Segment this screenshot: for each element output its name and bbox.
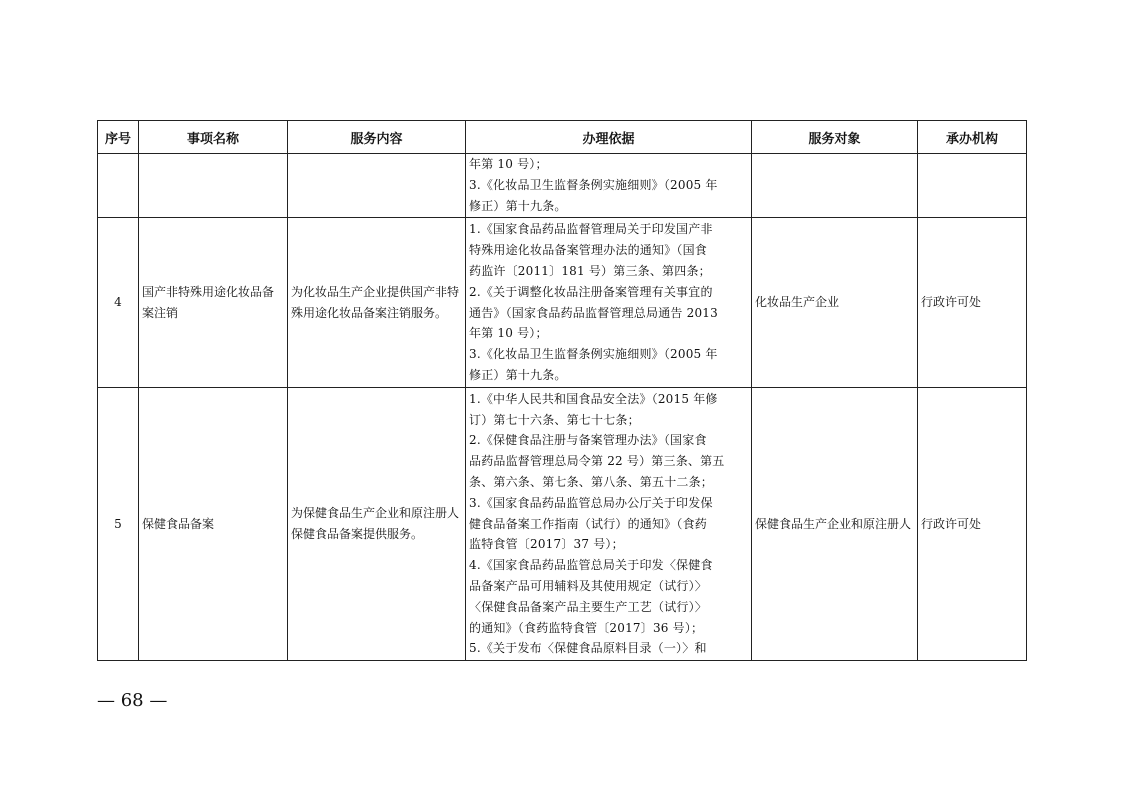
basis-line: 修正）第十九条。 <box>469 367 567 382</box>
basis-line: 的通知》（食药监特食管〔2017〕36 号）； <box>469 620 704 635</box>
service-items-table <box>97 120 1027 661</box>
page-number: — 68 — <box>97 690 168 711</box>
header-agency: 承办机构 <box>918 121 1027 154</box>
basis-line: 品备案产品可用辅料及其使用规定（试行）〉 <box>469 578 708 593</box>
row-legal-basis <box>466 388 752 661</box>
basis-line: 3.《化妆品卫生监督条例实施细则》（2005 年 <box>469 347 718 362</box>
basis-line: 〈保健食品备案产品主要生产工艺（试行）〉 <box>469 599 708 614</box>
header-legal-basis: 办理依据 <box>466 121 752 154</box>
row-legal-basis <box>466 218 752 388</box>
basis-line: 4.《国家食品药品监管总局关于印发〈保健食 <box>469 558 713 573</box>
row-legal-basis <box>466 154 752 218</box>
row-service-target <box>752 154 918 218</box>
table-row <box>98 388 1027 661</box>
basis-line: 2.《保健食品注册与备案管理办法》（国家食 <box>469 433 707 448</box>
row-service-content: 为保健食品生产企业和原注册人保健食品备案提供服务。 <box>288 388 466 661</box>
row-service-content <box>288 154 466 218</box>
row-agency <box>918 154 1027 218</box>
basis-line: 订）第七十六条、第七十七条； <box>469 412 640 427</box>
row-item-name <box>139 154 288 218</box>
row-agency: 行政许可处 <box>918 388 1027 661</box>
row-seq: 5 <box>98 388 139 661</box>
row-item-name: 保健食品备案 <box>139 388 288 661</box>
basis-line: 药监许〔2011〕181 号）第三条、第四条； <box>469 263 711 278</box>
basis-line: 年第 10 号）； <box>469 157 548 172</box>
basis-line: 特殊用途化妆品备案管理办法的通知》（国食 <box>469 243 708 258</box>
basis-line: 年第 10 号）； <box>469 326 548 341</box>
header-item-name: 事项名称 <box>139 121 288 154</box>
header-seq: 序号 <box>98 121 139 154</box>
basis-line: 条、第六条、第七条、第八条、第五十二条； <box>469 475 714 489</box>
table-header-row <box>98 121 1027 154</box>
basis-line: 3.《化妆品卫生监督条例实施细则》（2005 年 <box>469 178 718 193</box>
row-service-content: 为化妆品生产企业提供国产非特殊用途化妆品备案注销服务。 <box>288 218 466 388</box>
basis-line: 3.《国家食品药品监管总局办公厅关于印发保 <box>469 495 713 510</box>
basis-line: 2.《关于调整化妆品注册备案管理有关事宜的 <box>469 284 713 299</box>
basis-line: 5.《关于发布〈保健食品原料目录（一）〉和 <box>469 641 707 656</box>
row-seq <box>98 154 139 218</box>
header-service-target: 服务对象 <box>752 121 918 154</box>
table-row <box>98 218 1027 388</box>
row-service-target: 保健食品生产企业和原注册人 <box>752 388 918 661</box>
basis-line: 通告》（国家食品药品监督管理总局通告 2013 <box>469 305 718 320</box>
basis-line: 1.《中华人民共和国食品安全法》（2015 年修 <box>469 391 718 406</box>
header-service-content: 服务内容 <box>288 121 466 154</box>
basis-line: 修正）第十九条。 <box>469 198 567 213</box>
basis-line: 品药品监督管理总局令第 22 号）第三条、第五 <box>469 454 725 469</box>
table-row <box>98 154 1027 218</box>
row-agency: 行政许可处 <box>918 218 1027 388</box>
basis-line: 健食品备案工作指南（试行）的通知》（食药 <box>469 516 708 531</box>
basis-line: 1.《国家食品药品监督管理局关于印发国产非 <box>469 222 713 237</box>
basis-line: 监特食管〔2017〕37 号）； <box>469 537 624 552</box>
row-service-target: 化妆品生产企业 <box>752 218 918 388</box>
row-seq: 4 <box>98 218 139 388</box>
row-item-name: 国产非特殊用途化妆品备案注销 <box>139 218 288 388</box>
